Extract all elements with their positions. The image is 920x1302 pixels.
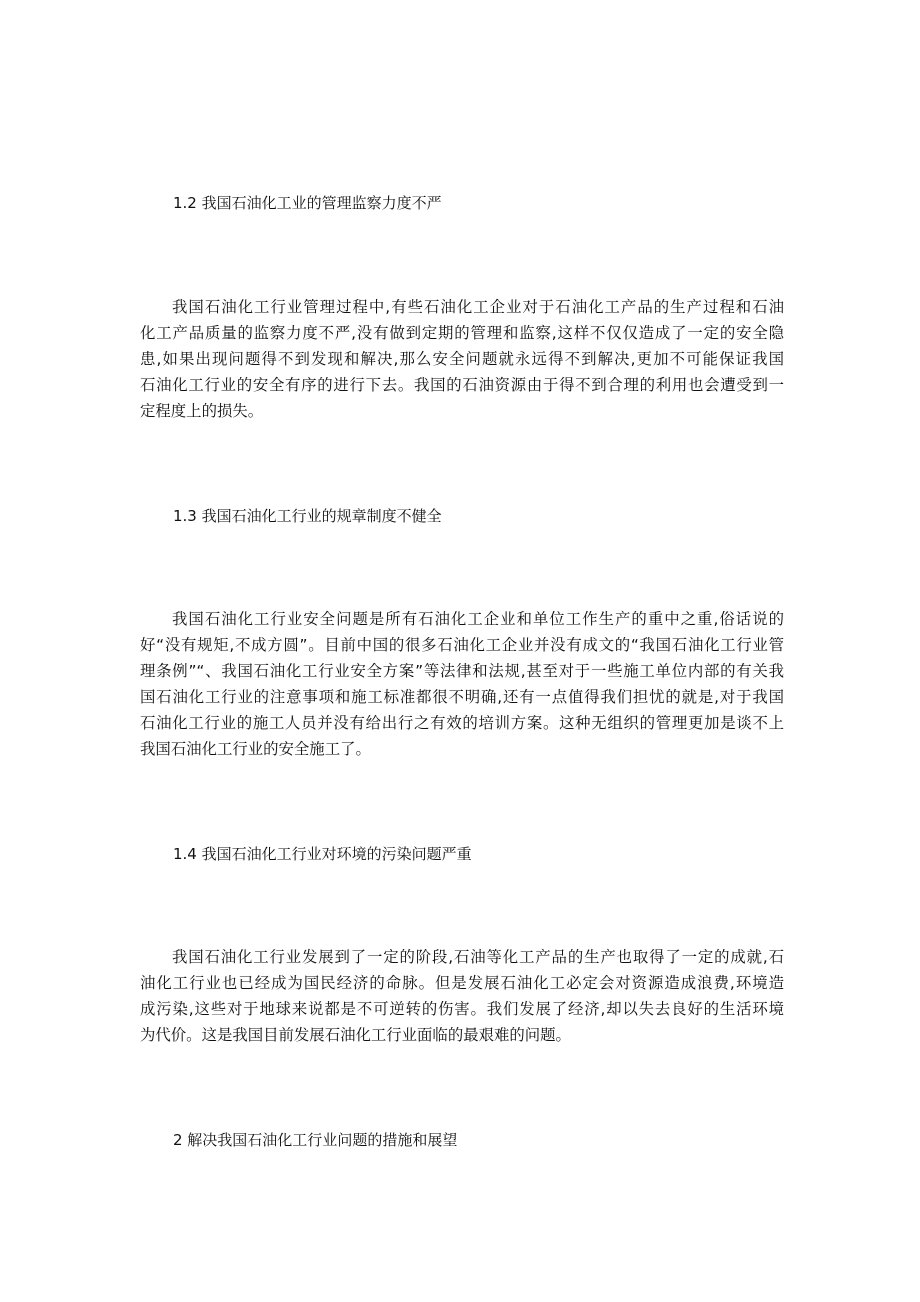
paragraph-line: 成污染,这些对于地球来说都是不可逆转的伤害。我们发展了经济,却以失去良好的生活环境 [140, 1000, 784, 1018]
paragraph-1-3 [140, 606, 784, 762]
paragraph-line: 理条例”“、我国石油化工行业安全方案”等法律和法规,甚至对于一些施工单位内部的有关我 [140, 662, 784, 680]
paragraph-line: 好“没有规矩,不成方圆”。目前中国的很多石油化工企业并没有成文的“我国石油化工行业管 [140, 636, 784, 654]
paragraph-line: 化工产品质量的监察力度不严,没有做到定期的管理和监察,这样不仅仅造成了一定的安全隐 [140, 324, 784, 342]
paragraph-line: 油化工行业也已经成为国民经济的命脉。但是发展石油化工必定会对资源造成浪费,环境造 [140, 974, 784, 992]
paragraph-line: 定程度上的损失。 [140, 402, 264, 420]
paragraph-line: 我国石油化工行业发展到了一定的阶段,石油等化工产品的生产也取得了一定的成就,石 [172, 948, 784, 966]
paragraph-line: 我国石油化工行业的安全施工了。 [140, 740, 371, 758]
section-heading-1-2: 1.2 我国石油化工业的管理监察力度不严 [173, 194, 442, 212]
paragraph-line: 我国石油化工行业管理过程中,有些石油化工企业对于石油化工产品的生产过程和石油 [172, 298, 784, 316]
paragraph-line: 患,如果出现问题得不到发现和解决,那么安全问题就永远得不到解决,更加不可能保证我国 [140, 350, 784, 368]
section-heading-2: 2 解决我国石油化工行业问题的措施和展望 [173, 1131, 458, 1149]
paragraph-line: 石油化工行业的安全有序的进行下去。我国的石油资源由于得不到合理的利用也会遭受到一 [140, 376, 784, 394]
paragraph-line: 我国石油化工行业安全问题是所有石油化工企业和单位工作生产的重中之重,俗话说的 [172, 610, 784, 628]
paragraph-line: 国石油化工行业的注意事项和施工标准都很不明确,还有一点值得我们担忧的就是,对于我国 [140, 688, 784, 706]
paragraph-1-2 [140, 294, 784, 424]
paragraph-line: 为代价。这是我国目前发展石油化工行业面临的最艰难的问题。 [140, 1026, 571, 1044]
section-heading-1-3: 1.3 我国石油化工行业的规章制度不健全 [173, 507, 442, 525]
paragraph-line: 石油化工行业的施工人员并没有给出行之有效的培训方案。这种无组织的管理更加是谈不上 [140, 714, 784, 732]
section-heading-1-4: 1.4 我国石油化工行业对环境的污染问题严重 [173, 845, 472, 863]
paragraph-1-4 [140, 944, 784, 1048]
